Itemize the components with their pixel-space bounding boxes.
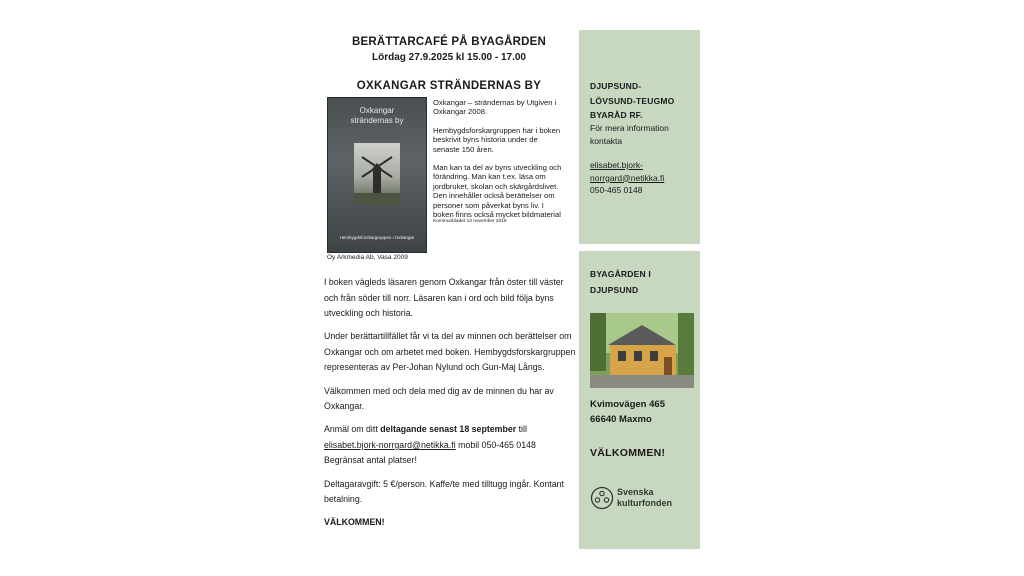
book-cover-image: [327, 97, 427, 253]
cover-publisher: Hembygdsforskargruppen i Oxkangar: [339, 235, 415, 240]
windmill-photo: [354, 143, 400, 205]
venue-heading: BYAGÅRDEN I DJUPSUND: [590, 269, 651, 295]
book-info-source: Kommunbladet 13 november 2019: [433, 219, 507, 225]
signup-limit: Begränsat antal platser!: [324, 455, 417, 466]
book-info-p2: Hembygdsforskargruppen har i boken beskrivit byns historia under de senaste 150 åren.: [433, 125, 561, 154]
signup-email-link[interactable]: elisabet.bjork-norrgard@netikka.fi: [324, 439, 456, 450]
venue-house-photo: [590, 313, 694, 388]
fee-paragraph: Deltagaravgift: 5 €/person. Kaffe/te med tilltugg ingår. Kontant betalning.: [324, 478, 564, 505]
venue-address: [590, 397, 698, 427]
contact-email-link[interactable]: elisabet.bjork- norrgard@netikka.fi: [590, 160, 665, 183]
book-description: [433, 98, 563, 234]
event-date: Lördag 27.9.2025 kl 15.00 - 17.00: [372, 52, 526, 63]
contact-phone: 050-465 0148: [590, 185, 643, 195]
body-para-3: Välkommen med och dela med dig av de minnen du har av Oxkangar.: [324, 385, 554, 412]
body-welcome: VÄLKOMMEN!: [324, 517, 385, 528]
kulturfonden-logo-text: Svenska kulturfonden: [617, 487, 672, 508]
event-title: BERÄTTARCAFÉ PÅ BYAGÅRDEN: [351, 36, 547, 48]
cover-caption: Oy Arkmedia Ab, Vasa 2009: [327, 254, 408, 261]
book-info-p1: Oxkangar – strändernas by Utgiven i Oxkangar 2008.: [433, 98, 557, 117]
signup-paragraph: Anmäl om ditt deltagande senast 18 september till elisabet.bjork-norrgard@netikka.fi mobil 050-465 0148 Begränsat antal platser!: [324, 424, 536, 466]
venue-postal: 66640 Maxmo: [590, 414, 652, 425]
book-heading: OXKANGAR STRÄNDERNAS BY: [356, 80, 542, 92]
kulturfonden-logo-icon: [590, 486, 614, 510]
contact-details: [590, 159, 698, 197]
organizer-name: DJUPSUND- LÖVSUND-TEUGMO BYARÅD RF.: [590, 81, 675, 120]
cover-title: Oxkangar strändernas by: [350, 106, 404, 125]
body-para-1: I boken vägleds läsaren genom Oxkangar från öster till väster och från söder till norr. Läsaren kan i ord och bild följa byns utveckling och historia.: [324, 277, 564, 319]
event-body: [324, 275, 576, 538]
book-info-p3: Man kan ta del av byns utveckling och förändring. Man kan t.ex. läsa om jordbruket, skolan och skärgårdslivet. Den innehåller också berättelser om personer som påverkat byns liv. I boken finns också mycket bildmaterial: [433, 163, 562, 220]
contact-info-text: För mera information kontakta: [590, 123, 669, 146]
body-para-2: Under berättartillfället får vi ta del av minnen och berättelser om Oxkangar och om arbetet med boken. Hembygdsforskargruppen representeras av Per-Johan Nylund och Gun-Maj Långs.: [324, 331, 576, 373]
signup-deadline: deltagande senast 18 september: [380, 424, 517, 435]
panel-welcome: VÄLKOMMEN!: [590, 447, 666, 459]
venue-street: Kvimovägen 465: [590, 399, 665, 410]
